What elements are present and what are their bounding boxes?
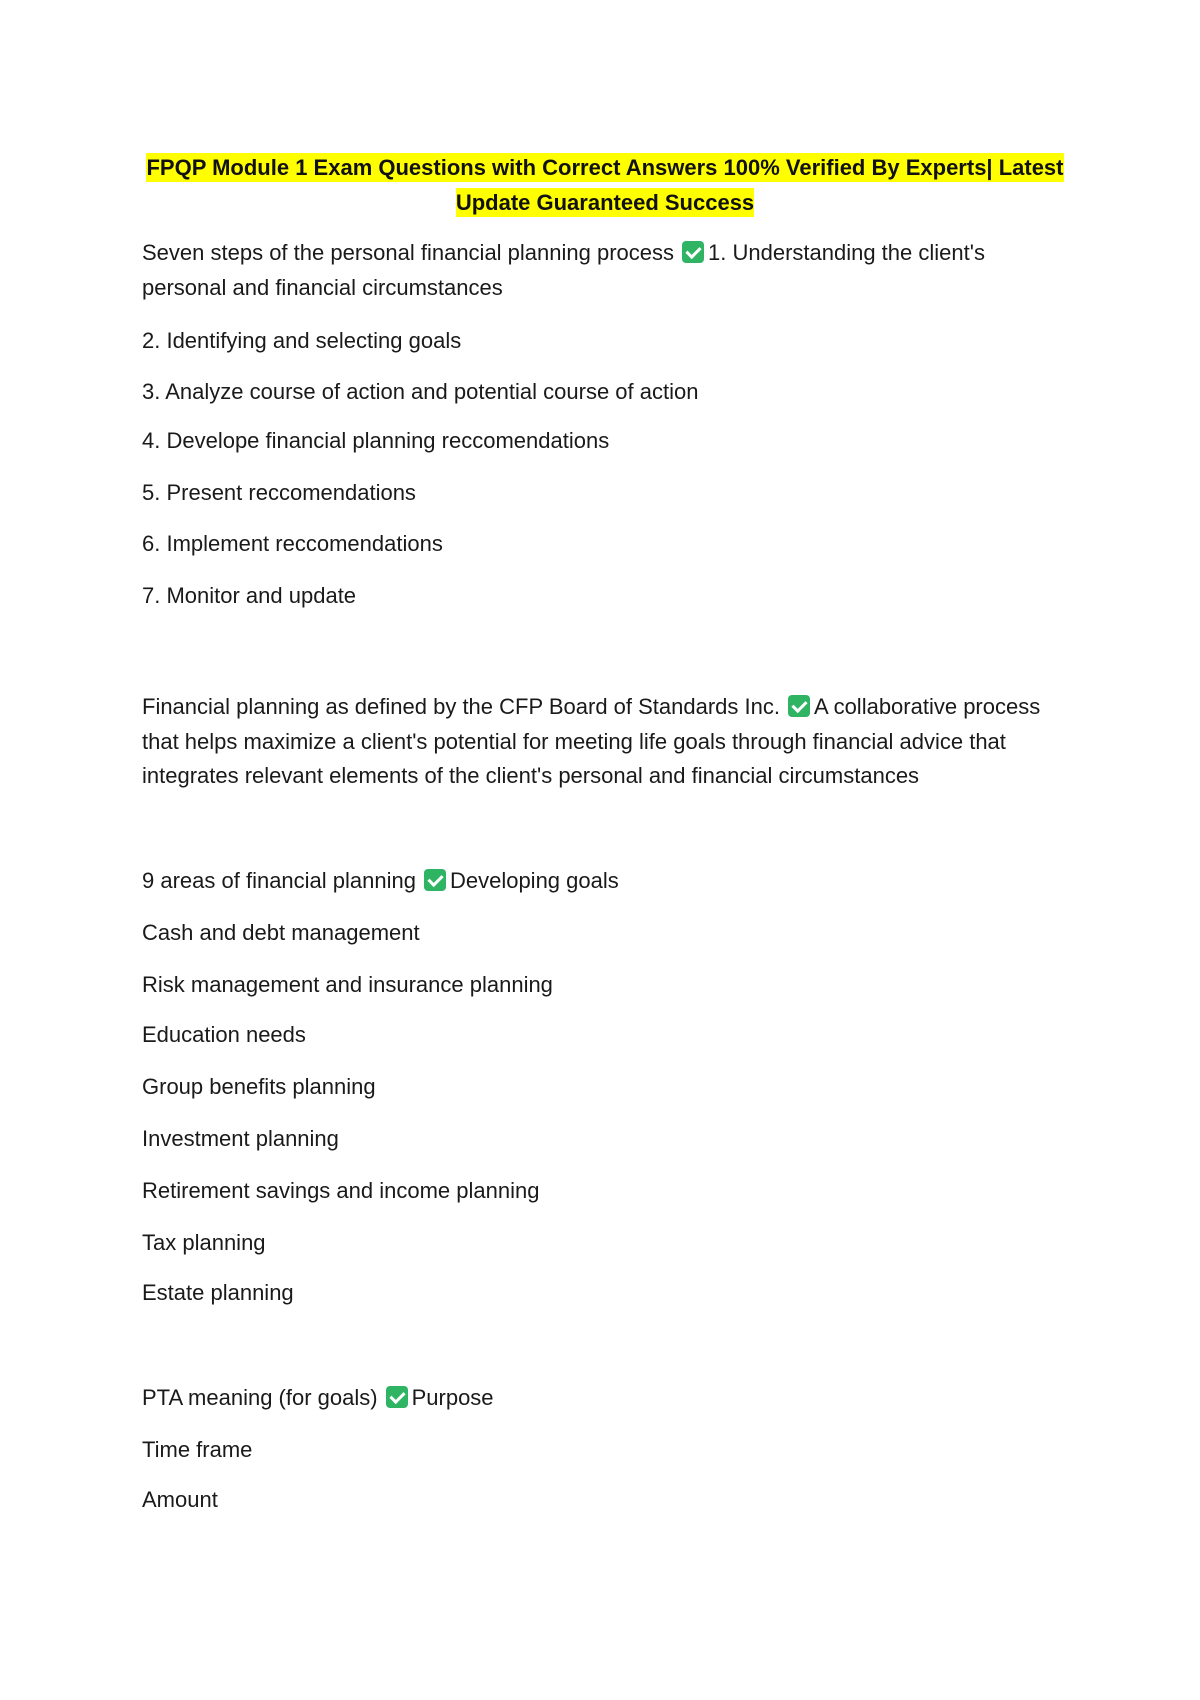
q3-item: Cash and debt management (142, 920, 420, 945)
q3-item: Education needs (142, 1022, 306, 1047)
q3-item: Estate planning (142, 1280, 294, 1305)
q1-item: 3. Analyze course of action and potential course of action (142, 379, 699, 404)
q4-item: Amount (142, 1487, 218, 1512)
q1-item: 4. Develope financial planning reccomendations (142, 428, 610, 453)
q1-question: Seven steps of the personal financial planning process (142, 240, 675, 265)
q3-answer-start: Developing goals (449, 868, 619, 893)
title-line-1: FPQP Module 1 Exam Questions with Correct Answers 100% Verified By Experts| Latest (146, 155, 1064, 180)
q3-item: Investment planning (142, 1126, 339, 1151)
q1-item: 7. Monitor and update (142, 583, 357, 608)
q3-item: Risk management and insurance planning (142, 972, 553, 997)
check-mark-icon (682, 241, 704, 263)
q4-question: PTA meaning (for goals) (142, 1385, 378, 1410)
q2-question: Financial planning as defined by the CFP Board of Standards Inc. (142, 694, 780, 719)
q1-item: 5. Present reccomendations (142, 480, 416, 505)
q1-item: 6. Implement reccomendations (142, 531, 443, 556)
check-mark-icon (788, 695, 810, 717)
check-mark-icon (424, 869, 446, 891)
q2-answer: A collaborative process that helps maximize a client's potential for meeting life goals through financial advice that integrates relevant elements of the client's personal and financial circumstances (142, 694, 1041, 788)
q4-answer-start: Purpose (411, 1385, 494, 1410)
check-mark-icon (386, 1386, 408, 1408)
q2-block (142, 690, 1072, 794)
q3-item: Retirement savings and income planning (142, 1178, 540, 1203)
q3-block (142, 864, 619, 898)
q3-question: 9 areas of financial planning (142, 868, 416, 893)
q4-block (142, 1381, 494, 1415)
q4-item: Time frame (142, 1437, 253, 1462)
q1-block (142, 236, 1072, 305)
q1-answer-start: 1. Understanding the client's personal and financial circumstances (142, 240, 985, 300)
q3-item: Group benefits planning (142, 1074, 376, 1099)
q3-item: Tax planning (142, 1230, 266, 1255)
q1-item: 2. Identifying and selecting goals (142, 328, 462, 353)
document-title (130, 150, 1080, 220)
title-line-2: Update Guaranteed Success (455, 190, 755, 215)
